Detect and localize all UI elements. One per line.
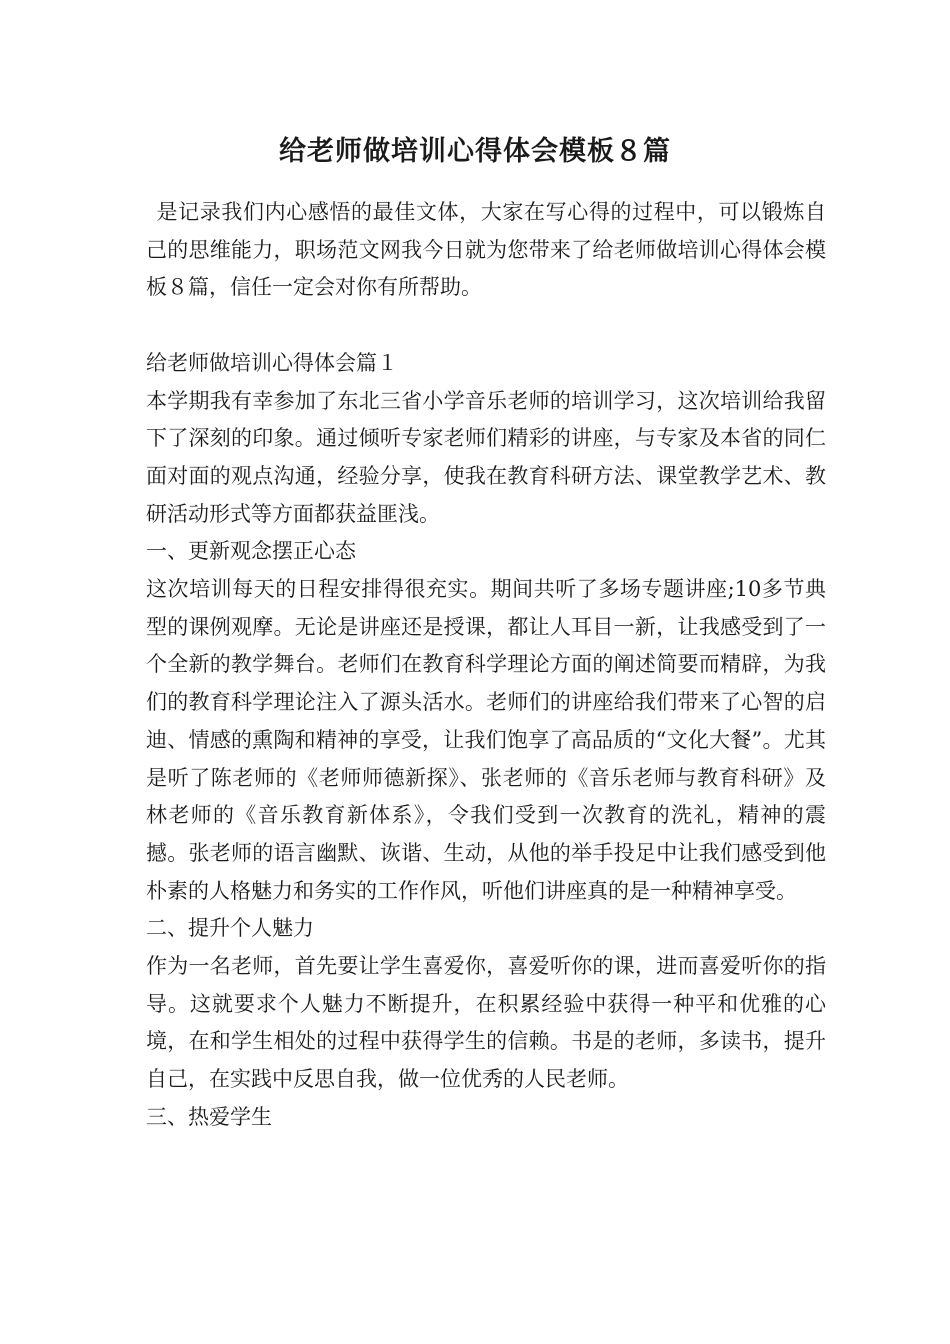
subheading: 三、热爱学生 <box>146 1104 272 1129</box>
subheading: 一、更新观念摆正心态 <box>146 539 356 564</box>
body-paragraph: 这次培训每天的日程安排得很充实。期间共听了多场专题讲座;10多节典型的课例观摩。无论是讲座还是授课，都让人耳目一新，让我感受到了一个全新的教学舞台。老师们在教育科学理论方面的阐述简要而精辟，为我们的教育科学理论注入了源头活水。老师们的讲座给我们带来了心智的启迪、情感的熏陶和精神的享受，让我们饱享了高品质的“文化大餐”。尤其是听了陈老师的《老师师德新探》、张老师的《音乐老师与教育科研》及林老师的《音乐教育新体系》，令我们受到一次教育的洗礼，精神的震撼。张老师的语言幽默、诙谐、生动，从他的举手投足中让我们感受到他朴素的人格魅力和务实的工作作风，听他们讲座真的是一种精神享受。 <box>146 577 826 903</box>
document-title: 给老师做培训心得体会模板８篇 <box>279 136 671 167</box>
paragraph-gap <box>146 307 826 345</box>
subheading: 二、提升个人魅力 <box>146 916 314 941</box>
document-body <box>146 194 826 1137</box>
intro-paragraph: 是记录我们内心感悟的最佳文体，大家在写心得的过程中，可以锻炼自己的思维能力，职场范文网我今日就为您带来了给老师做培训心得体会模板８篇，信任一定会对你有所帮助。 <box>146 200 826 300</box>
body-paragraph: 本学期我有幸参加了东北三省小学音乐老师的培训学习，这次培训给我留下了深刻的印象。通过倾听专家老师们精彩的讲座，与专家及本省的同仁面对面的观点沟通，经验分享，使我在教育科研方法、课堂教学艺术、教研活动形式等方面都获益匪浅。 <box>146 388 826 526</box>
section-title: 给老师做培训心得体会篇１ <box>146 350 398 375</box>
body-paragraph: 作为一名老师，首先要让学生喜爱你，喜爱听你的课，进而喜爱听你的指导。这就要求个人魅力不断提升，在积累经验中获得一种平和优雅的心境，在和学生相处的过程中获得学生的信赖。书是的老师，多读书，提升自己，在实践中反思自我，做一位优秀的人民老师。 <box>146 954 826 1092</box>
